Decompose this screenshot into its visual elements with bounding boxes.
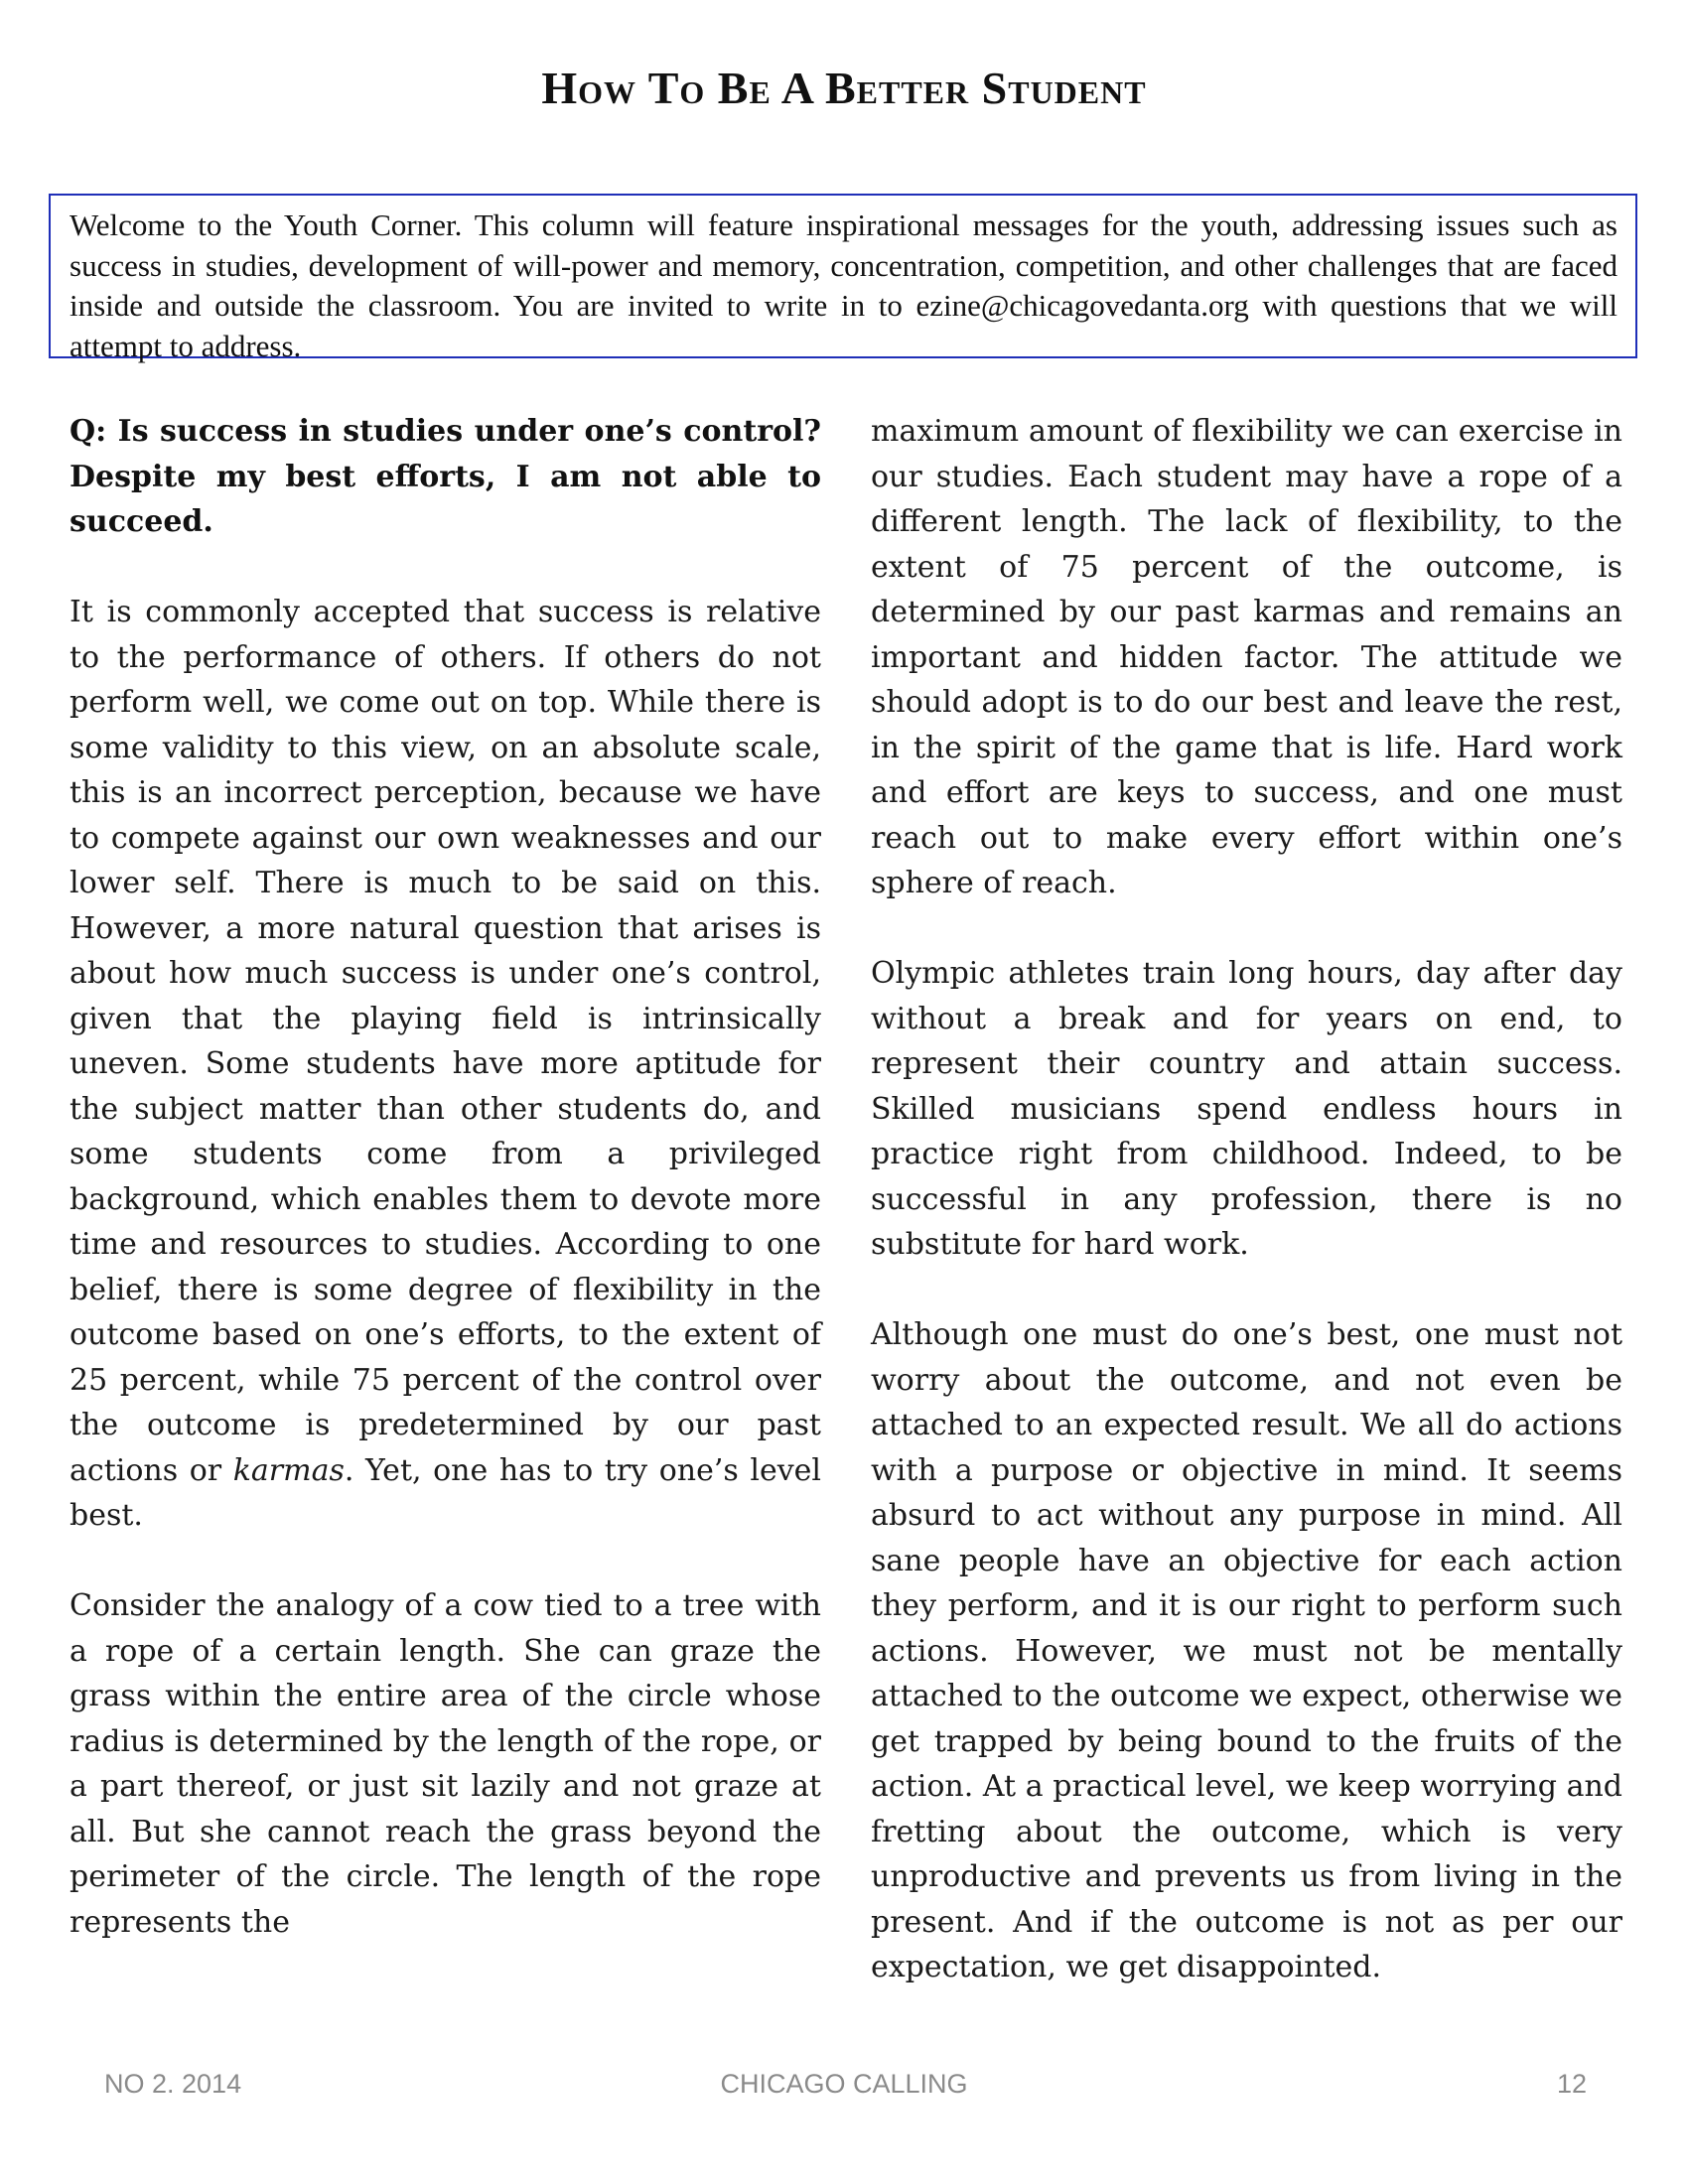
right-column — [871, 409, 1622, 2035]
answer-paragraph-4: Olympic athletes train long hours, day after day without a break and for years on end, to represent their country and attain success. Skilled musicians spend endless hours in practice right from childhood. Indeed, to be successful in any profession, there is no substitute for hard work. — [871, 956, 1622, 1262]
karmas-italic-term: karmas — [232, 1452, 345, 1488]
answer-paragraph-2: Consider the analogy of a cow tied to a tree with a rope of a certain length. She can graze the grass within the entire area of the circle whose radius is determined by the length of the rope, or a part thereof, or just sit lazily and not graze at all. But she cannot reach the grass beyond the perimeter of the circle. The length of the rope represents the — [70, 1588, 821, 1940]
answer-paragraph-3: maximum amount of flexibility we can exercise in our studies. Each student may have a rope of a different length. The lack of flexibility, to the extent of 75 percent of the outcome, is determined by our past karmas and remains an important and hidden factor. The attitude we should adopt is to do our best and leave the rest, in the spirit of the game that is life. Hard work and effort are keys to success, and one must reach out to make every effort within one’s sphere of reach. — [871, 414, 1622, 900]
intro-box: Welcome to the Youth Corner. This column will feature inspirational messages for the youth, addressing issues such as success in studies, development of will-power and memory, concentration, competition, and other challenges that are faced inside and outside the classroom. You are invited to write in to ezine@chicagovedanta.org with questions that we will attempt to address. — [49, 194, 1637, 358]
footer-issue: NO 2. 2014 — [104, 2069, 242, 2099]
answer-paragraph-1 — [70, 590, 821, 1539]
answer-paragraph-1-end: . Yet, one has to try one’s level best. — [70, 1452, 822, 1533]
left-column — [70, 409, 821, 1990]
answer-paragraph-1-text: It is commonly accepted that success is relative to the performance of others. If others do not perform well, we come out on top. While there is some validity to this view, on an absolute scale, this is an incorrect perception, because we have to compete against our own weaknesses and our lower self. There is much to be said on this. However, a more natural question that arises is about how much success is under one’s control, given that the playing field is intrinsically uneven. Some students have more aptitude for the subject matter than other students do, and some students come from a privileged background, which enables them to devote more time and resources to studies. According to one belief, there is some degree of flexibility in the outcome based on one’s efforts, to the extent of 25 percent, while 75 percent of the control over the outcome is predetermined by our past actions or — [70, 595, 821, 1488]
footer-publication: CHICAGO CALLING — [720, 2069, 968, 2099]
question-text: Q: Is success in studies under one’s control? Despite my best efforts, I am not able to succeed. — [70, 414, 821, 539]
page-title: How To Be A Better Student — [541, 63, 1147, 113]
footer-page-number: 12 — [1556, 2069, 1587, 2099]
answer-paragraph-5: Although one must do one’s best, one must not worry about the outcome, and not even be attached to an expected result. We all do actions with a purpose or objective in mind. It seems absurd to act without any purpose in mind. All sane people have an objective for each action they perform, and it is our right to perform such actions. However, we must not be mentally attached to the outcome we expect, otherwise we get trapped by being bound to the fruits of the action. At a practical level, we keep worrying and fretting about the outcome, which is very unproductive and prevents us from living in the present. And if the outcome is not as per our expectation, we get disappointed. — [871, 1317, 1622, 1984]
